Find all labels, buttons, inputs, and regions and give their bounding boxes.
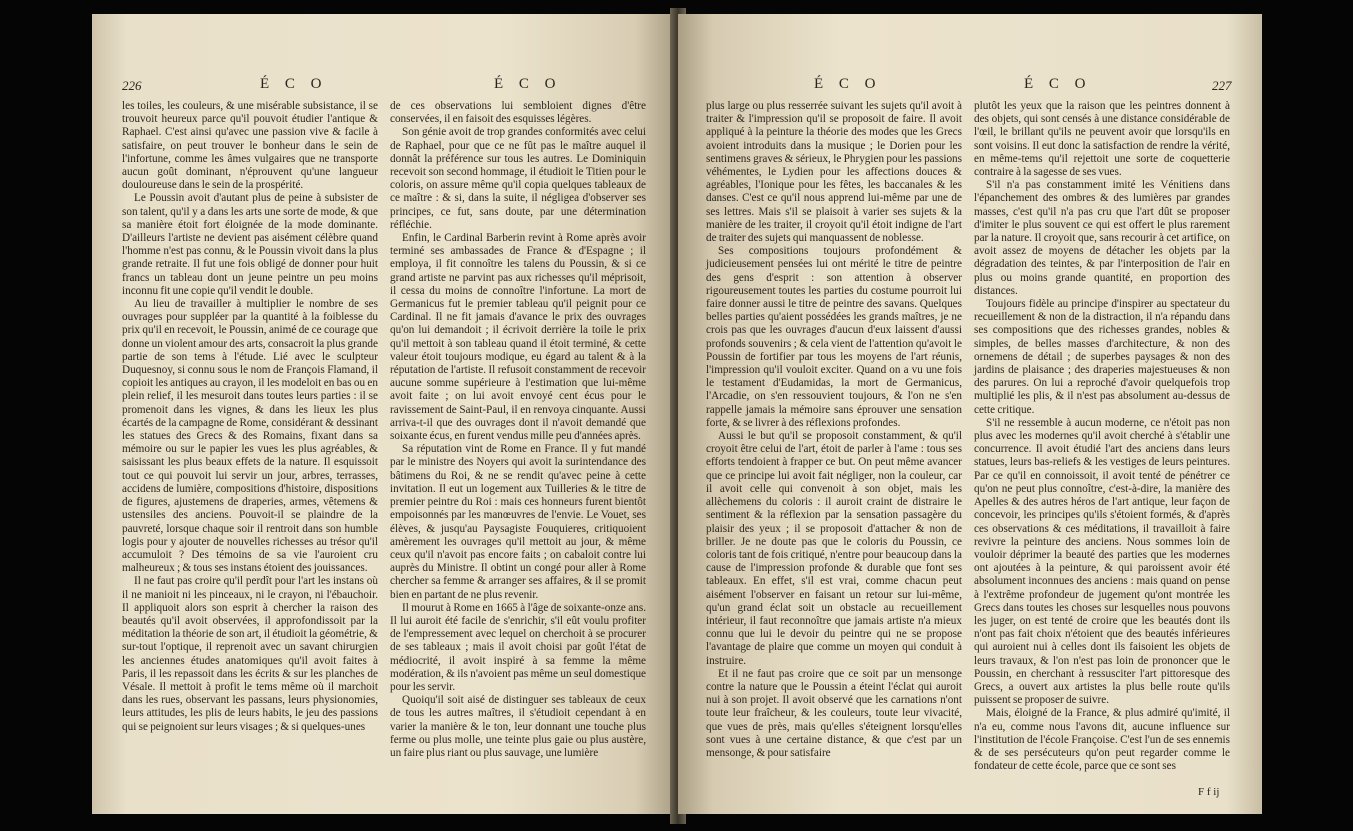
left-page-column-2 bbox=[390, 100, 646, 760]
signature-mark: F f ij bbox=[1198, 786, 1220, 798]
paragraph: Au lieu de travailler à multiplier le nombre de ses ouvrages pour suppléer par la quantité à la foiblesse du prix qu'il en recevoit, le Poussin, animé de ce courage que donne un violent amour des arts, consacroit la plus grande partie de son tems à l'étude. Lié avec le sculpteur Duquesnoy, si connu sous le nom de François Flamand, il copioit les antiques au crayon, il les modeloit en bas ou en plein relief, il les mesuroit dans toutes leurs parties : il se promenoit dans les vignes, & dans les lieux les plus écartés de la campagne de Rome, considérant & dessinant les statues des Grecs & des Romains, fixant dans sa mémoire ou sur le papier les vues les plus agréables, & saisissant les plus beaux effets de la nature. Il esquissoit tout ce qui pouvoit lui servir un jour, arbres, terrasses, accidens de lumière, compositions d'histoire, dispositions de figures, ajustemens de draperies, armes, vêtemens & ustensiles des anciens. Pouvoit-il se plaindre de la pauvreté, lorsque chaque soir il rentroit dans son humble logis pour y ajouter de nouvelles richesses au trésor qu'il accumuloit ? Des témoins de sa vie l'auroient cru malheureux ; & tous ses instans étoient des jouissances. bbox=[122, 298, 378, 575]
open-book bbox=[92, 8, 1262, 824]
paragraph: S'il n'a pas constamment imité les Vénitiens dans l'épanchement des ombres & des lumières par grandes masses, c'est qu'il n'a pas cru que l'art dût se proposer d'imiter le plus souvent ce qui est offert le plus rarement par la nature. Il croyoit que, sans recourir à cet artifice, on avoit assez de moyens de détacher les objets par la dégradation des teintes, & par l'interposition de l'air en plus ou moins grande quantité, en proportion des distances. bbox=[974, 179, 1230, 297]
paragraph: Son génie avoit de trop grandes conformités avec celui de Raphael, pour que ce ne fût pas le maître auquel il donnât la préférence sur tous les autres. Le Dominiquin recevoit son second hommage, il étudioit le Titien pour le coloris, on assure même qu'il copia quelques tableaux de ce maître : & si, dans la suite, il négligea d'observer ses principes, ce fut, sans doute, par une détermination réfléchie. bbox=[390, 126, 646, 231]
paragraph: les toiles, les couleurs, & une misérable subsistance, il se trouvoit heureux parce qu'il pouvoit étudier l'antique & Raphael. C'est ainsi qu'avec une passion vive & facile à satisfaire, on peut trouver le bonheur dans le sein de l'infortune, comme les âmes vulgaires que ne transporte aucun goût dominant, n'éprouvent qu'une langueur douloureuse dans le sein de la prospérité. bbox=[122, 100, 378, 192]
right-page-column-1 bbox=[706, 100, 962, 760]
left-page bbox=[92, 14, 676, 814]
paragraph: Enfin, le Cardinal Barberin revint à Rome après avoir terminé ses ambassades de France & d'Espagne ; il employa, il fit connoître les talens du Poussin, & si ce grand artiste ne parvint pas aux richesses qu'il méprisoit, il cessa du moins de connoître l'infortune. La mort de Germanicus fut le premier tableau qu'il peignit pour ce Cardinal. Il ne fit jamais d'avance le prix des ouvrages qu'on lui demandoit ; il écrivoit derrière la toile le prix qu'il mettoit à son tableau quand il étoit terminé, & cette valeur étoit toujours modique, eu égard au talent & à la réputation de l'artiste. Il refusoit constamment de recevoir aucune somme supérieure à l'estimation que lui-même avoit faite ; on lui avoit envoyé cent écus pour le ravissement de Saint-Paul, il en renvoya cinquante. Aussi arriva-t-il que des ouvrages dont il n'avoit demandé que soixante écus, en furent vendus mille peu d'années après. bbox=[390, 232, 646, 443]
page-number-left: 226 bbox=[122, 78, 142, 93]
left-page-column-1 bbox=[122, 100, 378, 734]
paragraph: Toujours fidèle au principe d'inspirer au spectateur du recueillement & non de la distraction, il n'a répandu dans ses compositions que des richesses grandes, nobles & simples, de belles masses d'architecture, & non des ornemens de détail ; de superbes paysages & non des jardins de plaisance ; des draperies majestueuses & non des parures. On lui a reproché d'avoir quelquefois trop multiplié les plis, & il n'est pas absolument au-dessus de cette critique. bbox=[974, 298, 1230, 416]
paragraph: Le Poussin avoit d'autant plus de peine à subsister de son talent, qu'il y a dans les arts une sorte de mode, & que sa manière étoit fort éloignée de la mode dominante. D'ailleurs l'artiste ne devient pas aisément célèbre quand l'homme n'est pas connu, & le Poussin vivoit dans la plus grande retraite. Il fut une fois obligé de donner pour huit francs un tableau dont un jeune peintre un peu moins inconnu fit une copie qu'il vendit le double. bbox=[122, 192, 378, 297]
paragraph: Il ne faut pas croire qu'il perdît pour l'art les instans où il ne manioit ni les pinceaux, ni le crayon, ni l'ébauchoir. Il appliquoit alors son esprit à chercher la raison des beautés qu'il avoit observées, il approfondissoit par la méditation la théorie de son art, il étudioit la géométrie, & sur-tout l'optique, il reprenoit avec un savant chirurgien les anciennes études anatomiques qu'il avoit faites à Paris, il les repassoit dans les écrits & sur les planches de Vésale. Il mettoit à profit le tems même où il marchoit dans les rues, observant les passans, leurs physionomies, leurs attitudes, les plis de leurs habits, le jeu des passions qui se peignoient sur leurs visages ; & si quelques-unes bbox=[122, 575, 378, 733]
paragraph: plutôt les yeux que la raison que les peintres donnent à des objets, qui sont censés à une distance considérable de l'œil, le brillant qu'ils ne peuvent avoir que lorsqu'ils en sont voisins. Il eut donc la satisfaction de rendre la vérité, en même-tems qu'il rejettoit une sorte de coquetterie contraire à la sagesse de ses vues. bbox=[974, 100, 1230, 179]
paragraph: Ses compositions toujours profondément & judicieusement pensées lui ont mérité le titre de peintre des gens d'esprit : son attention à observer rigoureusement toutes les parties du costume pourroit lui faire donner aussi le titre de peintre des savans. Quelques belles parties qu'aient possédées les grands maîtres, je ne crois pas que les ouvrages d'aucun d'eux laissent d'aussi profonds souvenirs ; & cela vient de l'attention qu'avoit le Poussin de fortifier par tous les moyens de l'art réunis, l'impression qu'il vouloit exciter. Quand on a vu une fois le testament d'Eudamidas, la mort de Germanicus, l'Arcadie, on s'en ressouvient toujours, & l'on ne s'en rappelle jamais la mémoire sans éprouver une sensation forte, & se livrer à des réflexions profondes. bbox=[706, 245, 962, 429]
right-page bbox=[678, 14, 1262, 814]
paragraph: Il mourut à Rome en 1665 à l'âge de soixante-onze ans. Il lui auroit été facile de s'enrichir, s'il eût voulu profiter de l'empressement avec lequel on cherchoit à se procurer de ses tableaux ; mais il avoit choisi par goût l'état de médiocrité, il avoit inspiré à sa femme la même modération, & ils n'avoient pas même un seul domestique pour les servir. bbox=[390, 601, 646, 693]
paragraph: Sa réputation vint de Rome en France. Il y fut mandé par le ministre des Noyers qui avoit la surintendance des bâtimens du Roi, & ne se rendit qu'avec peine à cette invitation. Il eut un logement aux Tuilleries & le titre de premier peintre du Roi : mais ces honneurs furent bientôt empoisonnés par les manœuvres de l'envie. Le Vouet, ses élèves, & jusqu'au Paysagiste Fouquieres, critiquoient amèrement les ouvrages qu'il mettoit au jour, & même ceux qu'il n'avoit pas encore faits ; on cabaloit contre lui auprès du Ministre. Il obtint un congé pour aller à Rome chercher sa femme & arranger ses affaires, & il se promit bien en partant de ne plus revenir. bbox=[390, 443, 646, 601]
paragraph: plus large ou plus resserrée suivant les sujets qu'il avoit à traiter & l'impression qu'il se proposoit de faire. Il avoit appliqué à la peinture la théorie des modes que les Grecs avoient introduits dans la musique ; le Dorien pour les sentimens graves & sérieux, le Phrygien pour les passions véhémentes, le Lydien pour les affections douces & agréables, l'Ionique pour les fêtes, les baccanales & les danses. C'est ce qu'il nous apprend lui-même par une de ses lettres. Mais s'il se plaisoit à varier ses sujets & la manière de les traiter, il croyoit qu'il étoit indigne de l'art de traiter des sujets qui manquassent de noblesse. bbox=[706, 100, 962, 245]
running-head-left-col: É C O bbox=[260, 76, 328, 92]
paragraph: Et il ne faut pas croire que ce soit par un mensonge contre la nature que le Poussin a éteint l'éclat qui auroit nui à son projet. Il avoit observé que les carnations n'ont toute leur fraîcheur, & les couleurs, toute leur vivacité, que vues de près, mais qu'elles s'éteignent lorsqu'elles sont vues à une certaine distance, & que c'est par un mensonge, & pour satisfaire bbox=[706, 667, 962, 759]
paragraph: de ces observations lui sembloient dignes d'être conservées, il en faisoit des esquisses légères. bbox=[390, 100, 646, 126]
page-number-right: 227 bbox=[1212, 78, 1232, 93]
running-head-right-col: É C O bbox=[494, 76, 562, 92]
paragraph: Mais, éloigné de la France, & plus admiré qu'imité, il n'a eu, comme nous l'avons dit, aucune influence sur l'institution de l'école Françoise. C'est l'un de ses ennemis & de ses persécuteurs qu'on peut regarder comme le fondateur de cette école, parce que ce sont ses bbox=[974, 707, 1230, 773]
paragraph: S'il ne ressemble à aucun moderne, ce n'étoit pas non plus avec les modernes qu'il avoit cherché à s'établir une concurrence. Il avoit étudié l'art des anciens dans leurs statues, leurs bas-reliefs & les vestiges de leurs peintures. Par ce qu'il en connoissoit, il avoit tenté de pénétrer ce qu'on ne peut plus connoître, c'est-à-dire, la manière des Apelles & des autres héros de l'art antique, leur façon de concevoir, les principes qu'ils s'étoient formés, & d'après ces observations & ces méditations, il travailloit à faire revivre la peinture des anciens. Nous sommes loin de vouloir déprimer la beauté des parties que les modernes ont ajoutées à la peinture, & qui paroissent avoir été absolument inconnues des anciens : mais quand on pense à l'extrême profondeur de jugement qu'ont montrée les Grecs dans toutes les choses sur lesquelles nous pouvons les juger, on est tenté de croire que les beautés dont ils n'ont pas fait choix n'étoient que des beautés inférieures qui auroient nui à celles dont ils faisoient les objets de leurs travaux, & l'on n'est pas loin de prononcer que le Poussin, en cherchant à ressusciter l'art pittoresque des Grecs, a ouvert aux artistes la plus belle route qu'ils puissent se proposer de suivre. bbox=[974, 416, 1230, 707]
paragraph: Aussi le but qu'il se proposoit constamment, & qu'il croyoit être celui de l'art, étoit de parler à l'ame : tous ses efforts tendoient à frapper ce but. On peut même avancer que ce principe lui avoit fait négliger, non la couleur, car il avoit celle qui convenoit à son objet, mais les allèchemens du coloris : il auroit craint de distraire le sentiment & la réflexion par la sensation passagère du plaisir des yeux ; il se proposoit d'attacher & non de briller. Je ne doute pas que le coloris du Poussin, ce coloris tant de fois critiqué, n'entre pour beaucoup dans la cause de l'impression profonde & durable que font ses tableaux. En effet, s'il est vrai, comme chacun peut aisément l'observer en faisant un retour sur lui-même, qu'un grand éclat soit un obstacle au recueillement intérieur, il faut reconnoître que jamais artiste n'a mieux connu que lui le devoir du peintre qui ne se propose l'avantage de plaire que comme un moyen qui conduit à instruire. bbox=[706, 430, 962, 667]
running-head-right-col: É C O bbox=[1024, 76, 1092, 92]
right-page-column-2 bbox=[974, 100, 1230, 773]
paragraph: Quoiqu'il soit aisé de distinguer ses tableaux de ceux de tous les autres maîtres, il s'étudioit cependant à en varier la manière & le ton, leur donnant une touche plus ferme ou plus molle, une teinte plus gaie ou plus austère, un faire plus riant ou plus sauvage, une lumière bbox=[390, 694, 646, 759]
running-head-left-col: É C O bbox=[814, 76, 882, 92]
